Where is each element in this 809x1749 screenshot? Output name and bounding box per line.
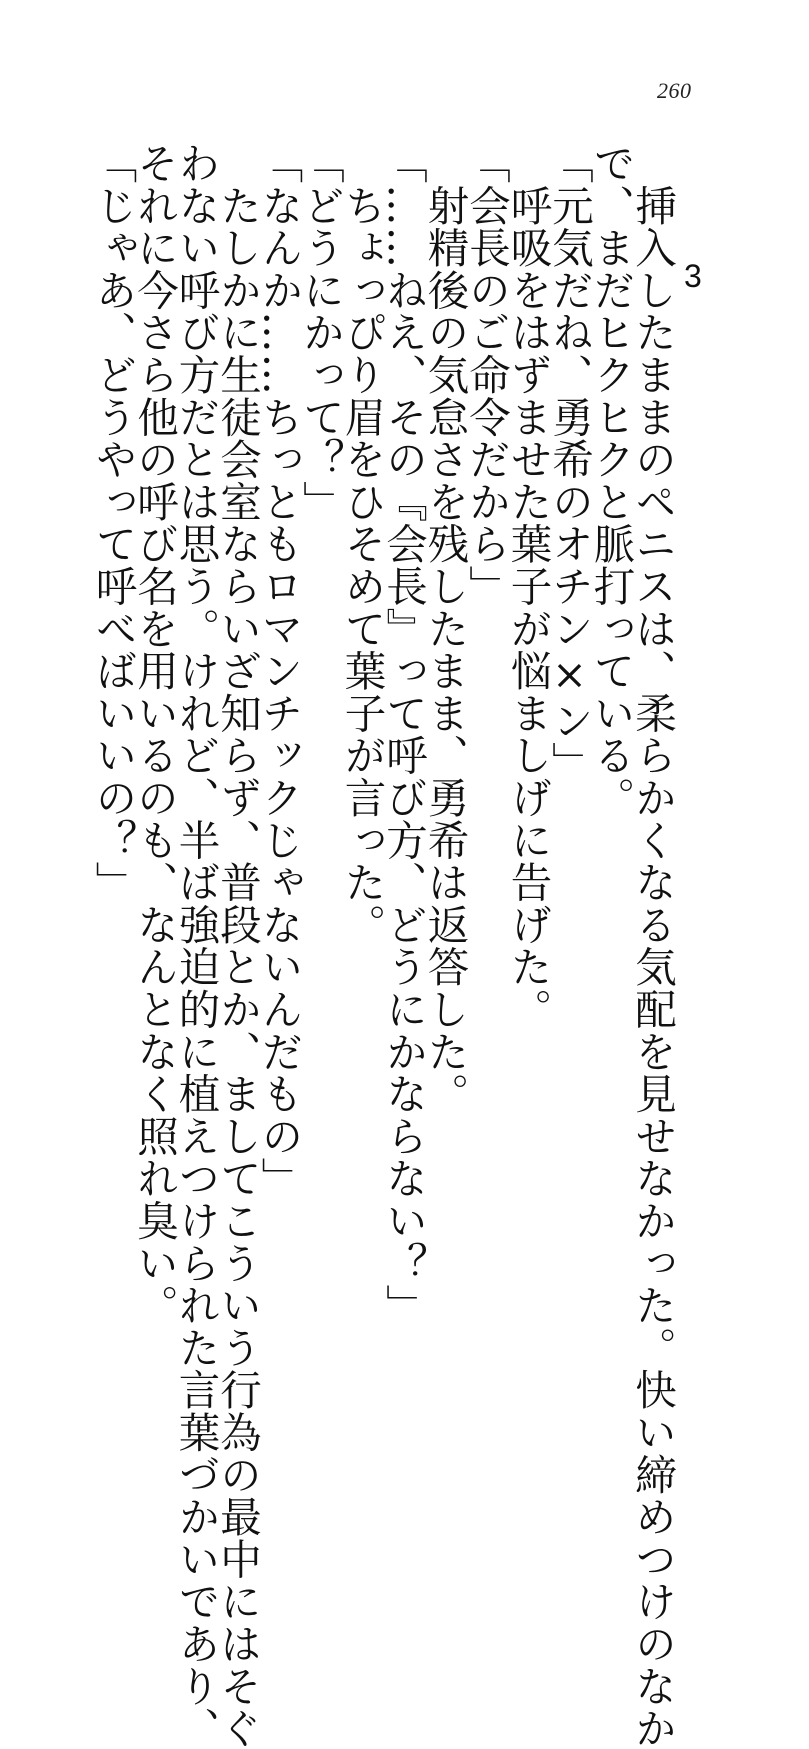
text-line: 「……ねえ、その『会長』って呼び方、どうにかならない？」 [379,142,428,1327]
text-line: 「どうにかって？」 [296,142,345,523]
text-line: 「元気だね、勇希のオチン×ン」 [545,142,594,784]
text-line: で、まだヒクヒクと脈打っている。 [586,142,636,819]
text-line: 「じゃあ、どうやって呼べばいいの？」 [88,142,138,904]
text-line: ちょっぴり眉をひそめて葉子が言った。 [337,142,387,946]
chapter-number: 3 [684,258,702,294]
text-line: 呼吸をはずませた葉子が悩ましげに告げた。 [503,142,553,1031]
text-line: 射精後の気怠さを残したまま、勇希は返答した。 [420,142,470,1115]
text-line: 「なんか……ちっともロマンチックじゃないんだもの」 [254,142,304,1200]
text-line: それに今さら他の呼び名を用いるのも、なんとなく照れ臭い。 [130,142,179,1327]
text-line: 挿入したままのペニスは、柔らかくなる気配を見せなかった。快い締めつけのなか [628,142,677,1749]
novel-text-body [88,142,677,1749]
text-line: わない呼び方だとは思う。けれど、半ば強迫的に植えつけられた言葉づかいであり、 [171,142,221,1749]
text-line: たしかに生徒会室ならいざ知らず、普段とか、ましてこういう行為の最中にはそぐ [213,142,262,1749]
text-line: 「会長のご命令だから」 [462,142,511,608]
page-number: 260 [657,78,692,103]
